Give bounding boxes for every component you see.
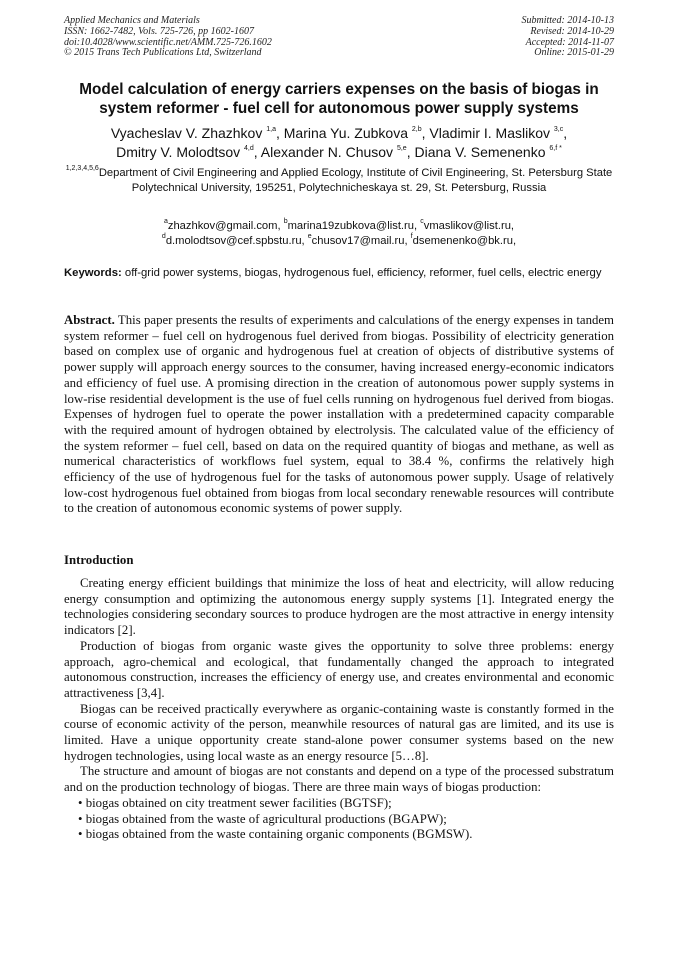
email-entry xyxy=(163,217,284,232)
email-entry xyxy=(307,232,413,247)
email-entry xyxy=(410,232,517,247)
email-separator: , xyxy=(414,220,421,232)
paragraph: Production of biogas from organic waste gives the opportunity to solve three problems: energy approach, agro-chemical and ecological, that fundamentally changed the approach to integrated autonomous construction, increases the efficiency of energy use, and creates environmental and economic attractiveness [3,4]. xyxy=(64,638,614,700)
author-name: Alexander N. Chusov xyxy=(260,144,394,160)
author-separator: , xyxy=(406,144,415,160)
author-affil-mark: 2,b xyxy=(411,125,422,133)
email-list xyxy=(64,219,614,249)
author-name: Dmitry V. Molodtsov xyxy=(116,144,241,160)
author-affil-mark: 4,d xyxy=(244,144,254,152)
email-entry xyxy=(283,217,421,232)
author xyxy=(261,144,415,160)
email-link[interactable]: chusov17@mail.ru xyxy=(311,235,405,247)
email-separator: , xyxy=(512,235,517,247)
email-mark: e xyxy=(307,232,312,240)
affiliation xyxy=(64,166,614,196)
affiliation-text: Department of Civil Engineering and Applied Ecology, Institute of Civil Engineering, St. Petersburg State Polytechnical University, 195251, Polytechnicheskaya st. 29, St. Petersburg, Russia xyxy=(98,167,613,194)
author-name: Marina Yu. Zubkova xyxy=(283,125,409,141)
author xyxy=(116,144,261,160)
dates-header xyxy=(522,16,615,59)
author-name: Diana V. Semenenko xyxy=(414,144,546,160)
author-affil-mark: 3,c xyxy=(553,125,564,133)
paper-title: Model calculation of energy carriers expenses on the basis of biogas in system reformer - fuel cell for autonomous power supply systems xyxy=(79,81,599,117)
introduction-body xyxy=(64,576,614,843)
author-name: Vladimir I. Maslikov xyxy=(429,125,551,141)
author-name: Vyacheslav V. Zhazhkov xyxy=(110,125,263,141)
journal-header xyxy=(64,16,272,59)
keywords xyxy=(64,266,614,281)
doi-line: doi:10.4028/www.scientific.net/AMM.725-726.1602 xyxy=(64,36,272,48)
email-separator: , xyxy=(277,220,284,232)
accepted-date: Accepted: 2014-11-07 xyxy=(525,36,614,48)
email-mark: f xyxy=(410,232,413,240)
paragraph: Biogas can be received practically everywhere as organic-containing waste is constantly formed in the course of economic activity of the person, meanwhile resources of natural gas are limited, and its use is limited. Have a unique opportunity create stand-alone power consumer systems based on the new hydrogen technologies, using local waste as an energy resource [5…8]. xyxy=(64,701,614,763)
email-link[interactable]: marina19zubkova@list.ru xyxy=(287,220,414,232)
abstract-text: This paper presents the results of experiments and calculations of the energy expenses in tandem system reformer – fuel cell on hydrogenous fuel derived from biogas. Possibility of electricity generation based on complex use of organic and hydrogenous fuel at creation of objects of distributive systems of power supply will approach energy sources to the consumer, having increased energy-economic indicators and efficiency of fuel use. A promising direction in the creation of autonomous power supply systems in low-rise residential development is the use of fuel cells running on hydrogenous fuel derived from biogas. Expenses of hydrogen fuel to operate the power installation with a predetermined capacity comparable with the required amount of hydrogen obtained by electrolysis. The calculated value of the efficiency of the system reformer – fuel cell, based on data on the required quantity of biogas and methane, as well as numerical characteristics of workflows fuel system, equal to 38.4 %, confirms the relatively high efficiency of the use of hydrogenous fuel for the tasks of autonomous power supply. Usage of relatively low-cost hydrogenous fuel obtained from biogas from local secondary renewable resources will contribute to the creation of autonomous economic systems of power supply. xyxy=(64,313,614,516)
email-link[interactable]: vmaslikov@list.ru xyxy=(423,220,511,232)
email-separator: , xyxy=(404,235,411,247)
author-affil-mark: 6,f * xyxy=(549,144,562,152)
author-separator: , xyxy=(421,125,430,141)
author xyxy=(429,125,567,141)
keywords-label: Keywords: xyxy=(64,267,122,279)
author xyxy=(111,125,284,141)
list-item: • biogas obtained from the waste containing organic components (BGMSW). xyxy=(78,827,614,843)
revised-date: Revised: 2014-10-29 xyxy=(530,25,614,37)
email-link[interactable]: d.molodtsov@cef.spbstu.ru xyxy=(165,235,302,247)
email-entry xyxy=(420,217,515,232)
email-mark: c xyxy=(420,217,424,225)
section-heading-introduction: Introduction xyxy=(64,553,134,567)
email-entry xyxy=(161,232,308,247)
author-affil-mark: 1,a xyxy=(266,125,276,133)
email-link[interactable]: zhazhkov@gmail.com xyxy=(167,220,278,232)
copyright-line: © 2015 Trans Tech Publications Ltd, Switzerland xyxy=(64,47,262,59)
paragraph: The structure and amount of biogas are not constants and depend on a type of the processed substratum and on the production technology of biogas. There are three main ways of biogas production: xyxy=(64,764,614,795)
journal-name: Applied Mechanics and Materials xyxy=(64,15,200,26)
issn-line: ISSN: 1662-7482, Vols. 725-726, pp 1602-1607 xyxy=(64,25,254,37)
email-separator: , xyxy=(301,235,308,247)
email-separator: , xyxy=(510,220,515,232)
author-separator: , xyxy=(563,125,568,141)
author xyxy=(414,144,561,160)
author-separator: , xyxy=(253,144,261,160)
email-mark: b xyxy=(283,217,288,225)
email-link[interactable]: dsemenenko@bk.ru xyxy=(412,235,513,247)
author-list xyxy=(58,124,620,162)
online-date: Online: 2015-01-29 xyxy=(534,47,614,59)
biogas-types-list xyxy=(64,796,614,843)
keywords-text: off-grid power systems, biogas, hydrogenous fuel, efficiency, reformer, fuel cells, electric energy xyxy=(124,267,602,279)
paragraph: Creating energy efficient buildings that minimize the loss of heat and electricity, will allow reducing energy consumption and optimizing the autonomous energy supply systems [1]. Integrated energy the technologies considering secondary sources to produce hydrogen are the most attractive in energy intensity indicators [2]. xyxy=(64,576,614,638)
list-item: • biogas obtained from the waste of agricultural productions (BGAPW); xyxy=(78,812,614,828)
affiliation-mark: 1,2,3,4,5,6 xyxy=(65,164,99,172)
abstract-label: Abstract. xyxy=(64,313,115,327)
email-mark: d xyxy=(161,232,166,240)
author-affil-mark: 5,e xyxy=(396,144,407,152)
list-item: • biogas obtained on city treatment sewer facilities (BGTSF); xyxy=(78,796,614,812)
submitted-date: Submitted: 2014-10-13 xyxy=(521,15,614,26)
email-mark: a xyxy=(163,217,168,225)
abstract xyxy=(64,313,614,517)
author xyxy=(284,125,430,141)
author-separator: , xyxy=(275,125,284,141)
